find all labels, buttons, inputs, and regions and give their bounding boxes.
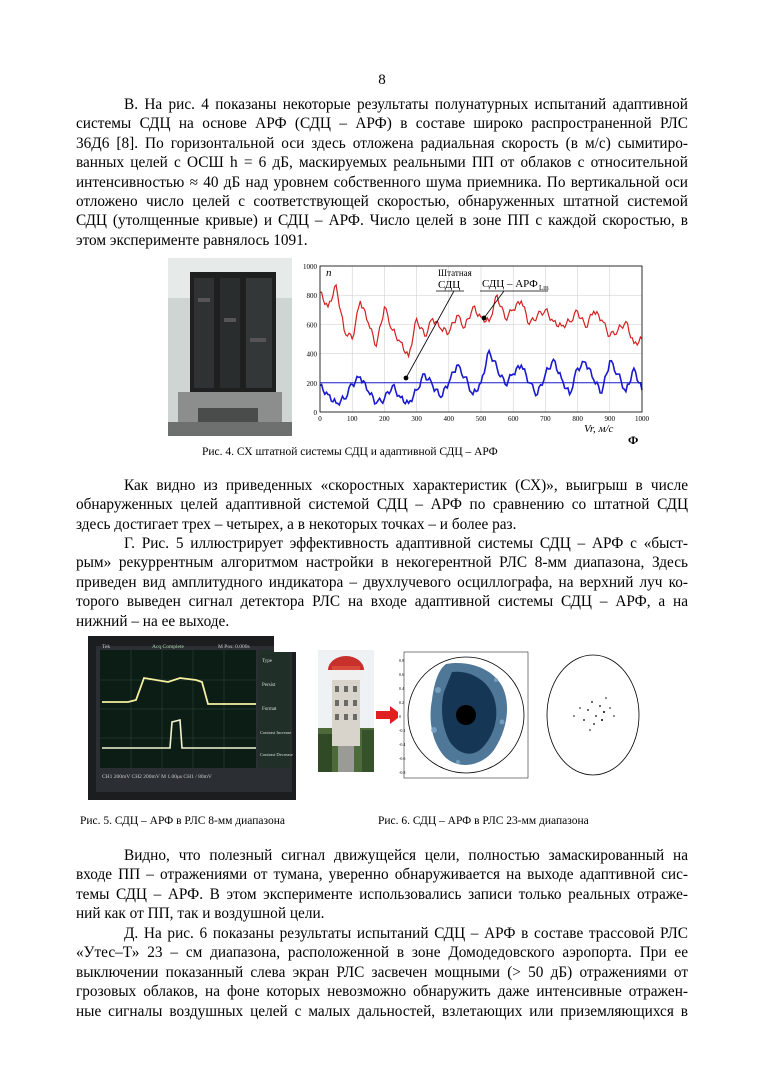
paragraph-b [76, 95, 688, 250]
paragraph-line: В. На рис. 4 показаны некоторые результаты полунатурных испытаний адаптивной [124, 96, 688, 113]
y-tick-label: 600 [306, 321, 317, 330]
y-tick-label: 200 [306, 379, 317, 388]
osc-position: M Pos: 0.000s [218, 644, 250, 650]
paragraph-line: Г. Рис. 5 иллюстрирует эффективность адаптивной системы СДЦ – АРФ с «быст- [124, 535, 688, 552]
osc-brand: Tek [102, 644, 111, 650]
fig4-radar-photo [168, 258, 292, 436]
paragraph-line: Как видно из приведенных «скоростных характеристик (СХ)», выигрыш в числе [124, 477, 688, 494]
paragraph-line: системы СДЦ на основе АРФ (СДЦ – АРФ) в составе широко распространенной РЛС [76, 115, 688, 133]
paragraph-line: ванных целей с ОСШ h = 6 дБ, маскируемых реальными ПП от облаков с относительной [76, 154, 688, 172]
paragraph-line: нижний – на ее выходе. [76, 612, 230, 630]
x-tick-label: 100 [346, 415, 358, 423]
paragraph-line: обнаруженных целей адаптивной системой СДЦ – АРФ по сравнению со штатной СДЦ [76, 496, 688, 514]
osc-menu-item: Type [262, 659, 272, 664]
fig6-axis-tick: 0.2 [399, 700, 404, 705]
paragraph-line: СДЦ (утолщенные кривые) и СДЦ – АРФ. Число целей в зоне ПП с каждой скоростью, в [76, 212, 688, 230]
y-tick-label: 1000 [303, 263, 317, 271]
paragraph-line: 36Д6 [8]. По горизонтальной оси здесь отложена радиальная скорость (в м/с) сымитиро- [76, 134, 688, 152]
paragraph-line: «Утес–Т» 23 – см диапазона, расположенной в зоне Домодедовского аэропорта. При ее [76, 944, 688, 962]
fig5-caption: Рис. 5. СДЦ – АРФ в РЛС 8-мм диапазона [80, 815, 286, 827]
x-tick-label: 400 [443, 415, 455, 423]
fig6-axis-tick: 0 [399, 714, 401, 719]
paragraph-line: здесь достигает трех – четырех, а в некоторых точках – и более раз. [76, 515, 517, 533]
x-tick-label: 200 [379, 415, 390, 423]
paragraph-line: интенсивностью ≈ 40 дБ над уровнем собственного шума приемника. По вертикальной оси [76, 173, 688, 191]
y-tick-label: 0 [313, 409, 317, 417]
osc-menu-item: Persist [262, 683, 276, 688]
y-axis-label: n [326, 267, 332, 279]
paragraph-line: ные сигналы воздушных целей с малых дальностей, взлетающих или приземляющихся в [76, 1002, 688, 1020]
paragraph-line: рым» рекуррентным алгоритмом настройки в некогерентной РЛС 8-мм диапазона, Здесь [76, 554, 688, 572]
legend-standard-label-2: СДЦ [438, 279, 461, 291]
paragraph-line: выключении показанный слева экран РЛС засвечен мощными (> 50 дБ) отражениями от [76, 963, 688, 981]
paragraph-cx [76, 476, 688, 534]
fig6-radar-screen-before [398, 650, 530, 780]
paragraph-line: входе ПП – отражениями от тумана, уверенно обнаруживается на выходе адаптивной сис- [76, 866, 688, 884]
paragraph-line: отложено число целей с соответствующей скоростью, обнаруженных штатной системой [76, 193, 688, 211]
osc-menu-item: Contrast Decrease [260, 752, 293, 757]
x-tick-label: 600 [507, 415, 519, 423]
y-tick-label: 400 [306, 350, 317, 359]
pointer-dot-adaptive [482, 316, 487, 321]
paragraph-line: грозовых облаков, на фоне которых невозможно обнаружить даже интенсивные отражен- [76, 983, 688, 1001]
osc-menu-item: Contrast Increase [260, 730, 292, 735]
fig6-caption: Рис. 6. СДЦ – АРФ в РЛС 23-мм диапазона [378, 815, 589, 827]
osc-settings: CH1 200mV CH2 200mV M 1.00μs CH1 / 80mV [102, 774, 212, 780]
paragraph-line: приведен вид амплитудного индикатора – двухлучевого осциллографа, на верхний луч ко- [76, 573, 688, 591]
fig6-tower-photo [318, 650, 374, 772]
x-tick-label: 300 [411, 415, 422, 423]
fig5-oscilloscope-photo [88, 636, 296, 800]
page-number: 8 [378, 72, 386, 88]
fig6-axis-tick: -0.2 [399, 728, 406, 733]
fig4-caption: Рис. 4. СХ штатной системы СДЦ и адаптивной СДЦ – АРФ [202, 446, 498, 458]
fig6-axis-tick: -0.8 [399, 770, 406, 775]
paragraph-line: этом эксперименте равнялось 1091. [76, 231, 308, 249]
osc-status: Acq Complete [152, 644, 184, 650]
paragraph-d [76, 924, 688, 1021]
legend-adaptive-sub: Lm [539, 284, 549, 292]
x-tick-label: 700 [540, 415, 551, 423]
fig6-axis-tick: -0.4 [399, 742, 406, 747]
paragraph-line: Видно, что полезный сигнал движущейся цели, полностью замаскированный на [124, 847, 688, 864]
fig6-radar-screen-after [544, 650, 642, 780]
pointer-dot-standard [404, 376, 409, 381]
x-tick-label: 1000 [635, 415, 649, 423]
fig6-axis-tick: 0.6 [399, 672, 404, 677]
paragraph-g [76, 534, 688, 631]
paragraph-line: темы СДЦ – АРФ. В этом эксперименте использовались записи только реальных отраже- [76, 885, 688, 903]
x-tick-label: 800 [572, 415, 583, 423]
paragraph-line: Д. На рис. 6 показаны результаты испытаний СДЦ – АРФ в составе трассовой РЛС [124, 925, 688, 942]
paragraph-vid [76, 846, 688, 924]
x-tick-label: 500 [475, 415, 487, 423]
osc-menu-item: Format [262, 707, 277, 712]
paragraph-line: ний как от ПП, так и воздушной цели. [76, 905, 325, 923]
legend-adaptive-label: СДЦ – АРФ [482, 278, 538, 290]
x-tick-label: 0 [318, 415, 322, 423]
x-tick-label: 900 [604, 415, 616, 423]
paragraph-line: торого выведен сигнал детектора РЛС на входе адаптивной системы СДЦ – АРФ, а на [76, 593, 688, 611]
x-axis-label: Vr, м/с [584, 423, 614, 435]
fig6-axis-tick: 0.8 [399, 658, 404, 663]
corner-label: Ф [628, 433, 639, 446]
y-tick-label: 800 [306, 292, 317, 301]
fig4-chart [296, 258, 654, 446]
fig6-axis-tick: -0.6 [399, 756, 406, 761]
legend-standard-label: Штатная [438, 268, 472, 278]
fig6-axis-tick: 0.4 [399, 686, 404, 691]
